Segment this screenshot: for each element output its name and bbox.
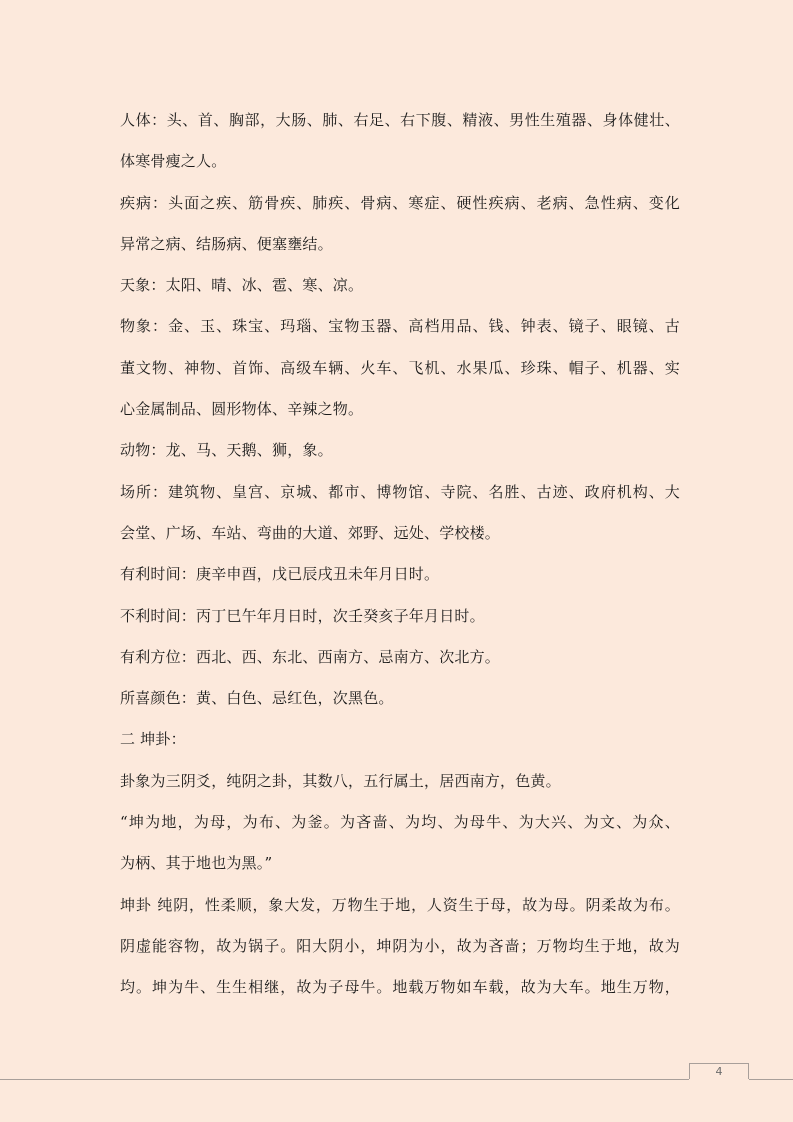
- text-line: 卦象为三阴爻，纯阴之卦，其数八，五行属土，居西南方，色黄。: [120, 771, 561, 790]
- text-line: 天象：太阳、晴、冰、雹、寒、凉。: [120, 276, 364, 295]
- text-line: 动物：龙、马、天鹅、狮，象。: [120, 441, 333, 460]
- text-line: 物象：金、玉、珠宝、玛瑙、宝物玉器、高档用品、钱、钟表、镜子、眼镜、古: [120, 317, 680, 336]
- text-line: 人体：头、首、胸部，大肠、肺、右足、右下腹、精液、男性生殖器、身体健壮、: [120, 111, 680, 129]
- section-heading: 二 坤卦：: [120, 730, 186, 749]
- text-line: 会堂、广场、车站、弯曲的大道、郊野、远处、学校楼。: [120, 523, 501, 542]
- text-line: 所喜颜色：黄、白色、忌红色，次黑色。: [120, 689, 394, 708]
- footer-rule: [0, 1079, 689, 1080]
- text-line: 董文物、神物、首饰、高级车辆、火车、飞机、水果瓜、珍珠、帽子、机器、实: [120, 358, 680, 377]
- text-line: 体寒骨瘦之人。: [120, 152, 227, 171]
- text-line: 均。坤为牛、生生相继，故为子母牛。地载万物如车载，故为大车。地生万物，: [120, 978, 680, 997]
- footer-rule: [749, 1079, 793, 1080]
- document-body: [120, 100, 680, 1009]
- text-line: 有利时间：庚辛申酉，戊已辰戌丑未年月日时。: [120, 565, 440, 584]
- page-number-tab: [689, 1063, 749, 1079]
- text-line: 有利方位：西北、西、东北、西南方、忌南方、次北方。: [120, 647, 501, 666]
- page-number: 4: [715, 1065, 723, 1078]
- text-line: 坤卦 纯阴，性柔顺，象大发，万物生于地，人资生于母，故为母。阴柔故为布。: [120, 895, 680, 914]
- text-line: 阴虚能容物，故为锅子。阳大阴小，坤阴为小，故为吝啬；万物均生于地，故为: [120, 936, 680, 955]
- text-line: 心金属制品、圆形物体、辛辣之物。: [120, 400, 364, 419]
- quote-line: “坤为地，为母，为布、为釜。为吝啬、为均、为母牛、为大兴、为文、为众、: [120, 813, 680, 832]
- text-line: 疾病：头面之疾、筋骨疾、肺疾、骨病、寒症、硬性疾病、老病、急性病、变化: [120, 193, 680, 212]
- text-line: 不利时间：丙丁巳午年月日时，次壬癸亥子年月日时。: [120, 606, 485, 625]
- text-line: 异常之病、结肠病、便塞壅结。: [120, 234, 333, 253]
- text-line: 场所：建筑物、皇宫、京城、都市、博物馆、寺院、名胜、古迹、政府机构、大: [120, 482, 680, 501]
- quote-line: 为柄、其于地也为黑。”: [120, 854, 273, 873]
